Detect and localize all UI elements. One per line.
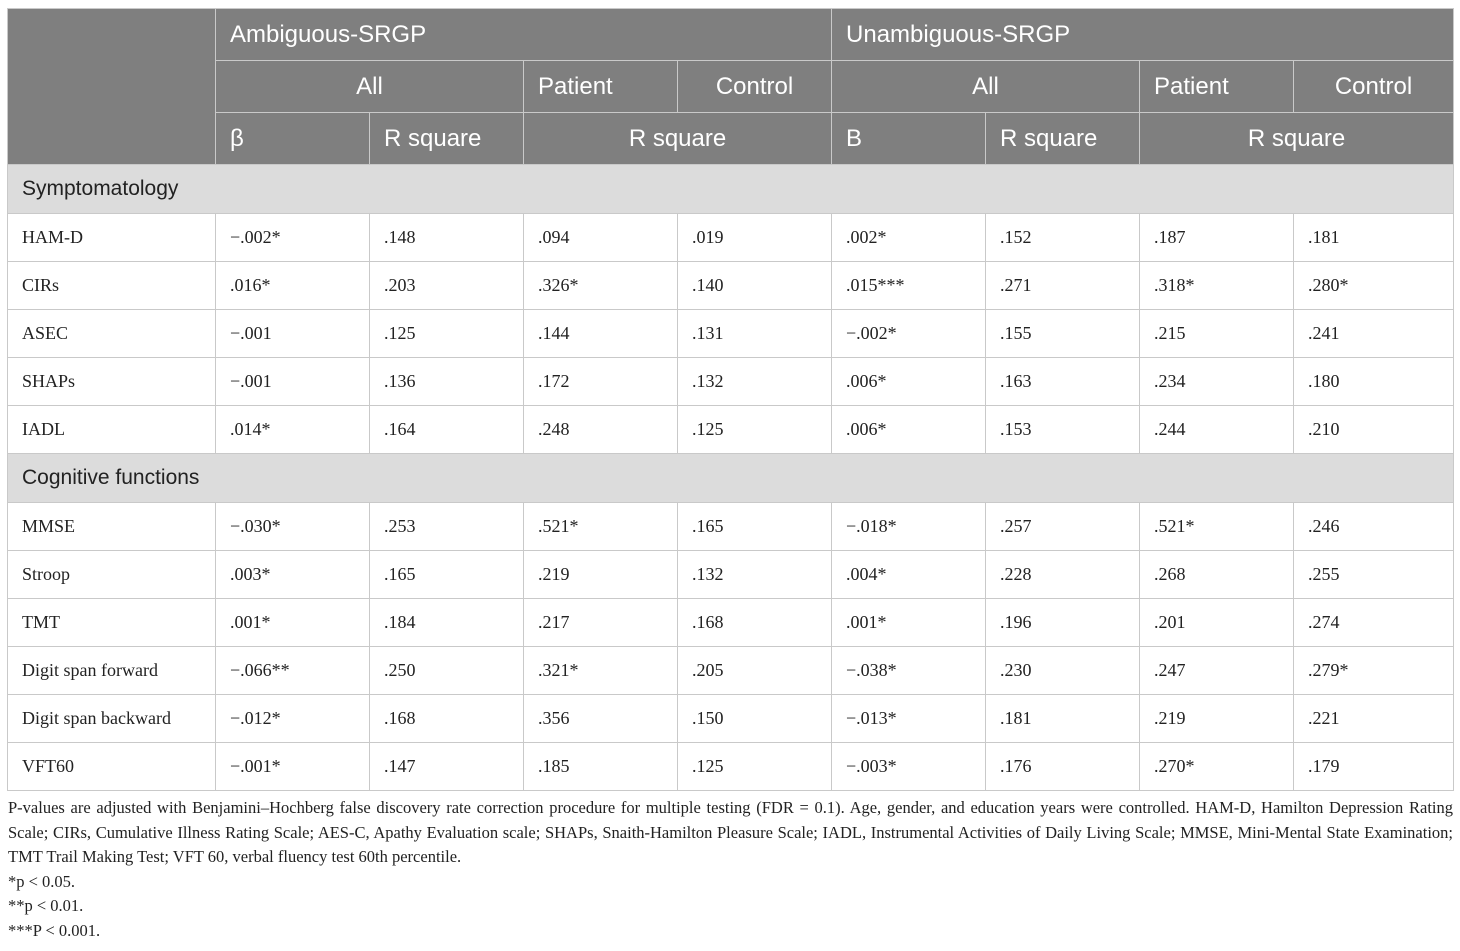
table-cell: .131 — [678, 310, 832, 358]
table-cell: .006* — [832, 406, 986, 454]
table-cell: .253 — [370, 503, 524, 551]
table-row — [8, 695, 1454, 743]
table-cell: .257 — [986, 503, 1140, 551]
table-cell: .210 — [1294, 406, 1454, 454]
table-cell: .172 — [524, 358, 678, 406]
footnote-p01: **p < 0.01. — [8, 896, 84, 915]
table-cell: .184 — [370, 599, 524, 647]
row-label: TMT — [8, 599, 216, 647]
table-cell: .250 — [370, 647, 524, 695]
row-label: IADL — [8, 406, 216, 454]
table-cell: .244 — [1140, 406, 1294, 454]
section-row — [8, 454, 1454, 503]
table-row — [8, 599, 1454, 647]
table-cell: .248 — [524, 406, 678, 454]
table-cell: .221 — [1294, 695, 1454, 743]
table-cell: .255 — [1294, 551, 1454, 599]
row-label: SHAPs — [8, 358, 216, 406]
table-cell: .002* — [832, 214, 986, 262]
table-cell: .356 — [524, 695, 678, 743]
table-cell: −.066** — [216, 647, 370, 695]
footnote-main: P-values are adjusted with Benjamini–Hochberg false discovery rate correction procedure for multiple testing (FDR = 0.1). Age, gender, and education years were controlled. HAM-D, Hamilton Depression Rating Scale; CIRs, Cumulative Illness Rating Scale; AES-C, Apathy Evaluation scale; SHAPs, Snaith-Hamilton Pleasure Scale; IADL, Instrumental Activities of Daily Living Scale; MMSE, Mini-Mental State Examination; TMT Trail Making Test; VFT 60, verbal fluency test 60th percentile. — [8, 798, 1453, 866]
header-ambiguous-beta: β — [216, 113, 370, 165]
table-cell: .014* — [216, 406, 370, 454]
header-unambiguous-all-rsquare: R square — [986, 113, 1140, 165]
table-cell: .321* — [524, 647, 678, 695]
table-cell: .181 — [1294, 214, 1454, 262]
table-cell: .019 — [678, 214, 832, 262]
table-cell: .136 — [370, 358, 524, 406]
table-cell: .521* — [1140, 503, 1294, 551]
table-cell: −.038* — [832, 647, 986, 695]
table-cell: −.030* — [216, 503, 370, 551]
table-cell: −.013* — [832, 695, 986, 743]
table-cell: .246 — [1294, 503, 1454, 551]
table-cell: .196 — [986, 599, 1140, 647]
table-cell: .179 — [1294, 743, 1454, 791]
table-cell: .001* — [832, 599, 986, 647]
table-cell: .132 — [678, 551, 832, 599]
section-title: Symptomatology — [8, 165, 1454, 214]
header-ambiguous-all: All — [216, 61, 524, 113]
row-label: VFT60 — [8, 743, 216, 791]
row-label: Stroop — [8, 551, 216, 599]
table-cell: .015*** — [832, 262, 986, 310]
table-cell: .203 — [370, 262, 524, 310]
footnote-p001: ***P < 0.001. — [8, 920, 101, 940]
table-cell: .153 — [986, 406, 1140, 454]
table-cell: .148 — [370, 214, 524, 262]
table-cell: .185 — [524, 743, 678, 791]
table-cell: .163 — [986, 358, 1140, 406]
table-cell: .125 — [678, 406, 832, 454]
table-cell: .001* — [216, 599, 370, 647]
table-cell: .274 — [1294, 599, 1454, 647]
table-cell: .150 — [678, 695, 832, 743]
table-cell: .268 — [1140, 551, 1294, 599]
table-cell: .004* — [832, 551, 986, 599]
table-cell: .016* — [216, 262, 370, 310]
section-title: Cognitive functions — [8, 454, 1454, 503]
table-cell: .234 — [1140, 358, 1294, 406]
table-cell: .201 — [1140, 599, 1294, 647]
table-cell: .125 — [678, 743, 832, 791]
table-cell: −.001* — [216, 743, 370, 791]
table-cell: −.012* — [216, 695, 370, 743]
header-group-unambiguous: Unambiguous-SRGP — [832, 9, 1454, 61]
regression-results-table — [7, 8, 1454, 791]
table-cell: .144 — [524, 310, 678, 358]
table-row — [8, 214, 1454, 262]
table-cell: .125 — [370, 310, 524, 358]
table-cell: .219 — [1140, 695, 1294, 743]
table-cell: .318* — [1140, 262, 1294, 310]
table-row — [8, 358, 1454, 406]
header-unambiguous-patient: Patient — [1140, 61, 1294, 113]
table-cell: .271 — [986, 262, 1140, 310]
header-unambiguous-b: B — [832, 113, 986, 165]
table-cell: .217 — [524, 599, 678, 647]
row-label: ASEC — [8, 310, 216, 358]
table-row — [8, 262, 1454, 310]
table-cell: .165 — [678, 503, 832, 551]
row-label: CIRs — [8, 262, 216, 310]
table-cell: .168 — [678, 599, 832, 647]
table-cell: .147 — [370, 743, 524, 791]
table-header — [8, 9, 1454, 165]
table-cell: .247 — [1140, 647, 1294, 695]
header-ambiguous-control: Control — [678, 61, 832, 113]
row-label: HAM-D — [8, 214, 216, 262]
table-row — [8, 551, 1454, 599]
table-body — [8, 165, 1454, 791]
table-cell: .165 — [370, 551, 524, 599]
table-cell: .132 — [678, 358, 832, 406]
table-cell: −.002* — [832, 310, 986, 358]
table-cell: .187 — [1140, 214, 1294, 262]
row-label: MMSE — [8, 503, 216, 551]
table-cell: .181 — [986, 695, 1140, 743]
table-footnotes — [7, 796, 1453, 943]
results-table-container — [7, 8, 1453, 943]
row-label: Digit span backward — [8, 695, 216, 743]
footnote-p05: *p < 0.05. — [8, 871, 76, 891]
header-ambiguous-groups-rsquare: R square — [524, 113, 832, 165]
header-ambiguous-patient: Patient — [524, 61, 678, 113]
table-cell: −.002* — [216, 214, 370, 262]
table-cell: .140 — [678, 262, 832, 310]
table-cell: .230 — [986, 647, 1140, 695]
row-label: Digit span forward — [8, 647, 216, 695]
table-cell: .164 — [370, 406, 524, 454]
table-cell: .241 — [1294, 310, 1454, 358]
table-cell: −.003* — [832, 743, 986, 791]
table-cell: .003* — [216, 551, 370, 599]
table-cell: .180 — [1294, 358, 1454, 406]
table-row — [8, 743, 1454, 791]
table-row — [8, 647, 1454, 695]
table-cell: .280* — [1294, 262, 1454, 310]
table-cell: .176 — [986, 743, 1140, 791]
header-ambiguous-all-rsquare: R square — [370, 113, 524, 165]
table-row — [8, 503, 1454, 551]
table-cell: −.018* — [832, 503, 986, 551]
table-cell: .219 — [524, 551, 678, 599]
table-cell: .279* — [1294, 647, 1454, 695]
table-cell: .228 — [986, 551, 1140, 599]
header-group-ambiguous: Ambiguous-SRGP — [216, 9, 832, 61]
header-corner-cell — [8, 9, 216, 165]
table-cell: .152 — [986, 214, 1140, 262]
table-cell: .168 — [370, 695, 524, 743]
table-cell: −.001 — [216, 358, 370, 406]
table-cell: .521* — [524, 503, 678, 551]
header-unambiguous-control: Control — [1294, 61, 1454, 113]
section-row — [8, 165, 1454, 214]
table-cell: −.001 — [216, 310, 370, 358]
table-row — [8, 406, 1454, 454]
table-cell: .155 — [986, 310, 1140, 358]
table-cell: .094 — [524, 214, 678, 262]
header-unambiguous-all: All — [832, 61, 1140, 113]
table-cell: .326* — [524, 262, 678, 310]
table-cell: .205 — [678, 647, 832, 695]
table-cell: .006* — [832, 358, 986, 406]
header-unambiguous-groups-rsquare: R square — [1140, 113, 1454, 165]
table-row — [8, 310, 1454, 358]
table-cell: .270* — [1140, 743, 1294, 791]
table-cell: .215 — [1140, 310, 1294, 358]
